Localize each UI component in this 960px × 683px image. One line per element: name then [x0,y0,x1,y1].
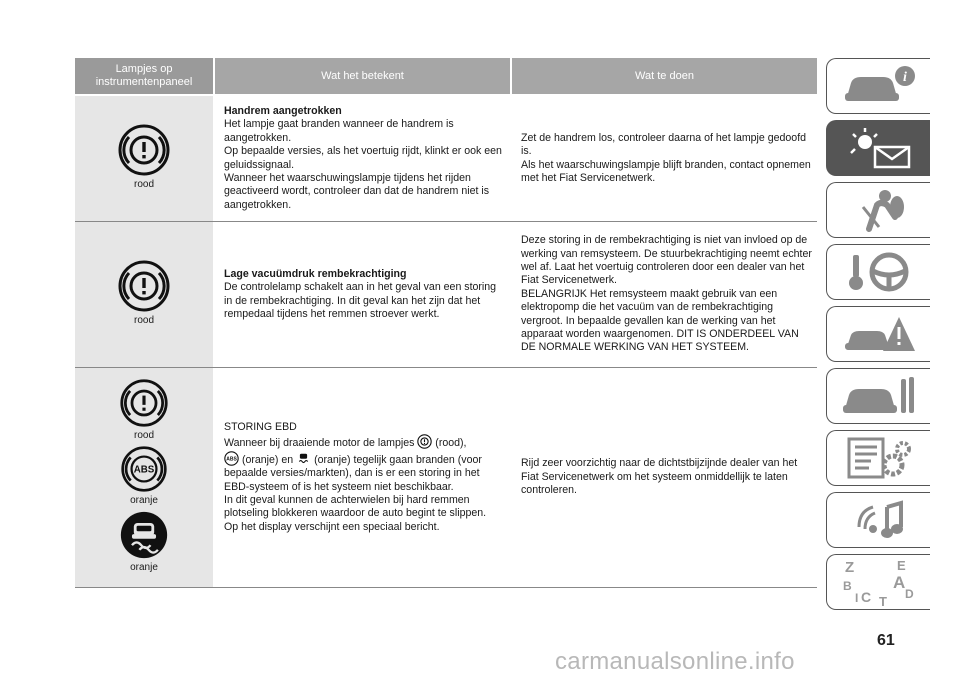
meaning-part: (rood), [432,437,467,450]
lamp-cell [75,96,213,221]
lamp-caption: oranje [130,562,158,573]
tab-index[interactable] [826,554,930,610]
table-header [75,58,817,96]
stability-control-icon [296,451,311,466]
abs-icon [117,445,171,493]
svg-text:ABS: ABS [133,464,155,476]
index-letter: I [854,591,858,605]
chapter-tabs [826,58,930,616]
action-text: Zet de handrem los, controleer daarna of het lampje gedoofd is. Als het waarschuwingslampje blijft branden, contact opnemen met het Fiat Servicenetwerk. [521,131,811,184]
brake-warning-icon [117,378,171,428]
meaning-text [224,434,506,534]
warning-lights-icon [839,125,919,171]
header-lamps: Lampjes op instrumentenpaneel [75,58,213,94]
multimedia-icon [839,497,919,543]
index-letter: C [860,589,871,605]
meaning-text: De controlelamp schakelt aan in het geval van een storing in de rembekrachtiging. In dit geval kan het zijn dat het rempedaal tijdens het remmen stroever werkt. [224,281,497,320]
tab-car-info[interactable] [826,58,930,114]
lamp-cell [75,222,213,367]
tab-multimedia[interactable] [826,492,930,548]
meaning-cell [213,368,510,587]
row-title: Handrem aangetrokken [224,104,342,117]
meaning-part: (oranje) en [239,453,297,466]
action-text: Deze storing in de rembekrachtiging is niet van invloed op de werking van remsysteem. De stuurbekrachtiging neemt echter wel af. Laat het voertuig controleren door een dealer van het Fiat Servicenetwerk. BELANGRIJK Het remsysteem maakt gebruik van een elektropomp die het vacuüm van de rembekrachtiging vergroot. In bepaalde gevallen kan de werking van het apparaat worden waargenomen. DIT IS ONDERDEEL VAN DE NORMALE WERKING VAN HET SYSTEEM. [521,234,812,354]
car-info-icon [839,63,919,109]
airbag-person-icon [839,187,919,233]
meaning-part: (oranje) tegelijk gaan branden (voor bepaalde versies/markten), dan is er een storing in het EBD-systeem of is het systeem niet beschikbaar. In dit geval kunnen de achterwielen bij hard remmen plotseling blokkeren waardoor de auto begint te slippen. Op het display verschijnt een speciaal bericht. [224,453,487,533]
lamp-caption: rood [133,430,154,441]
meaning-cell [213,222,510,367]
car-crash-icon [839,311,919,357]
svg-text:i: i [902,70,907,85]
meaning-part: Wanneer bij draaiende motor de lampjes [224,437,418,450]
table-row [75,96,817,222]
action-cell [510,222,817,367]
warning-lights-table [75,58,817,588]
tab-technical-data[interactable] [826,430,930,486]
brake-warning-icon [117,123,171,177]
tab-maintenance[interactable] [826,368,930,424]
tab-safety[interactable] [826,182,930,238]
specs-gear-icon [839,435,919,481]
row-title: Lage vacuümdruk rembekrachtiging [224,267,407,280]
index-letter: D [904,587,914,601]
page-number: 61 [877,632,895,649]
action-cell [510,96,817,221]
action-cell [510,368,817,587]
table-row [75,368,817,588]
index-letter: T [878,594,887,608]
meaning-cell [213,96,510,221]
car-tools-icon [839,373,919,419]
steering-wheel-key-icon [839,249,919,295]
index-letter: B [842,579,852,593]
tab-emergency[interactable] [826,306,930,362]
stability-control-icon [117,510,171,560]
meaning-text: Het lampje gaat branden wanneer de handrem is aangetrokken. Op bepaalde versies, als het voertuig rijdt, klinkt er ook een geluidssignaal. Wanneer het waarschuwingslampje tijdens het rijden geactiveerd wordt, controleer dan dat de handrem niet is aangetrokken. [224,118,502,211]
brake-warning-icon [117,259,171,313]
index-letter: E [896,558,906,573]
lamp-caption: rood [133,179,154,190]
lamp-cell [75,368,213,587]
lamp-caption: oranje [130,495,158,506]
svg-text:ABS: ABS [226,456,237,463]
tab-starting-driving[interactable] [826,244,930,300]
index-letter: Z [844,559,854,576]
header-action: Wat te doen [510,58,817,94]
table-row [75,222,817,368]
index-letter: A [892,573,905,592]
tab-warning-lights[interactable] [826,120,930,176]
abs-icon [224,451,239,466]
watermark: carmanualsonline.info [555,648,795,675]
action-text: Rijd zeer voorzichtig naar de dichtstbijzijnde dealer van het Fiat Servicenetwerk om het systeem onmiddellijk te laten controleren. [521,457,798,497]
brake-warning-icon [417,434,432,449]
index-letters-icon [839,556,919,608]
lamp-caption: rood [133,315,154,326]
row-title: STORING EBD [224,420,297,433]
header-meaning: Wat het betekent [213,58,510,94]
